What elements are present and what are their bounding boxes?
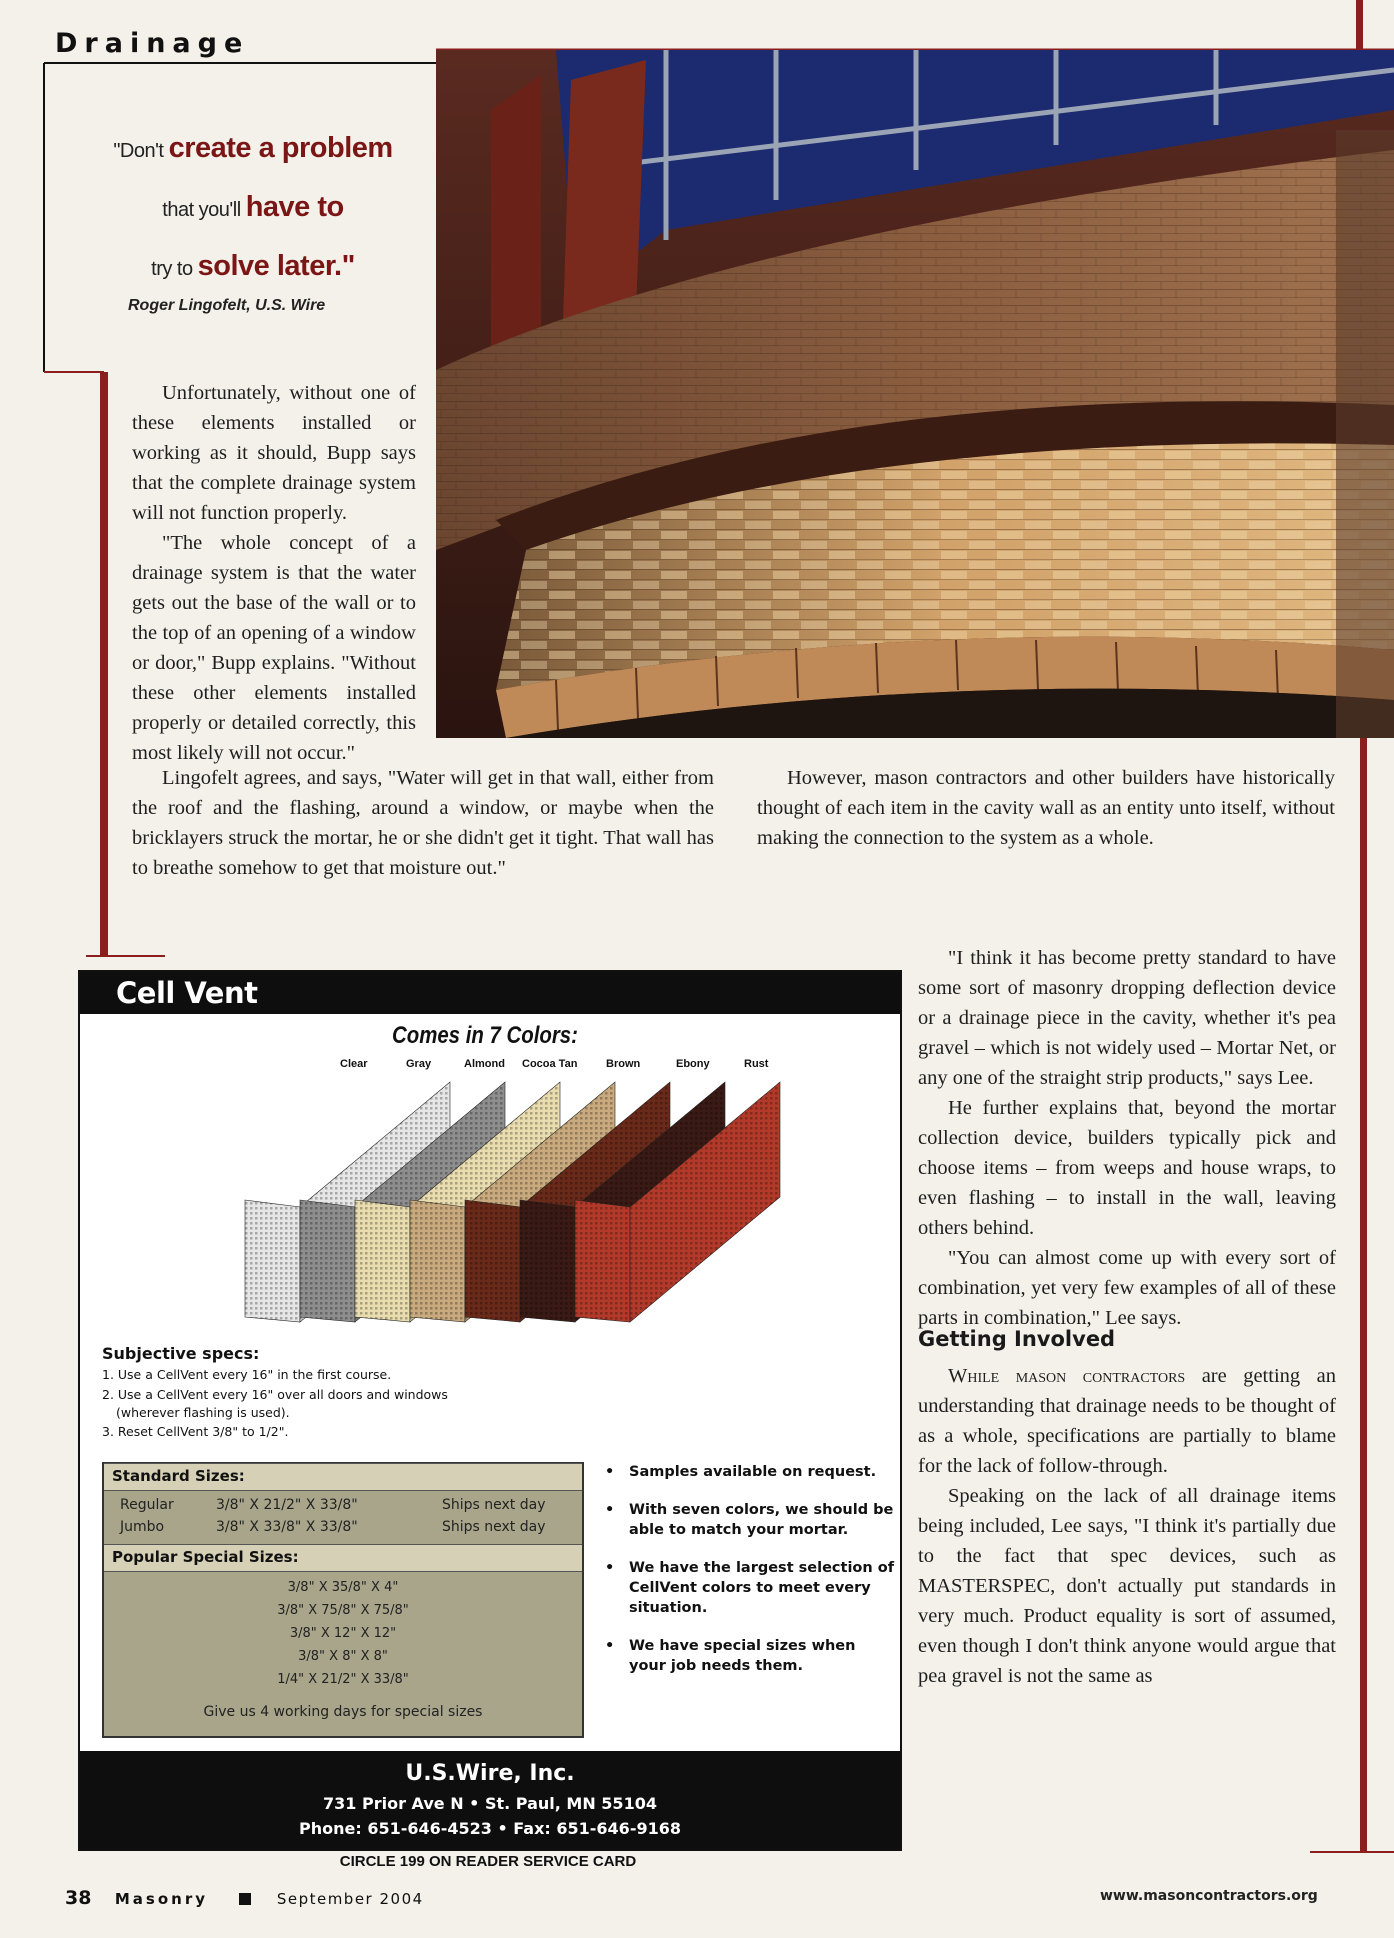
article-paragraph: "You can almost come up with every sort of combination, yet very few examples of all of these parts in combination," Lee says. (918, 1247, 1336, 1329)
ad-bullet: • We have the largest selection of CellVent colors to meet every situation. (605, 1558, 895, 1618)
ad-header-bar (80, 972, 900, 1014)
left-red-bar (100, 372, 108, 956)
article-column-1-top (132, 378, 416, 768)
swatch-label-almond: Almond (464, 1058, 505, 1070)
special-size: 1/4" X 21/2" X 33/8" (277, 1672, 409, 1687)
right-red-bar-top (1356, 0, 1363, 50)
cellvent-advertisement (78, 970, 902, 1851)
ad-title: Cell Vent (116, 976, 258, 1010)
company-phone: Phone: 651-646-4523 • Fax: 651-646-9168 (299, 1819, 681, 1838)
special-sizes-header: Popular Special Sizes: (104, 1544, 582, 1572)
ad-footer (80, 1751, 900, 1849)
swatch-edge-texture (355, 1200, 410, 1322)
spec-line: 1. Use a CellVent every 16" in the first course. (102, 1367, 392, 1382)
std-row-size: 3/8" X 21/2" X 33/8" (216, 1497, 358, 1513)
footer-square-icon (239, 1893, 251, 1905)
swatch-edge-texture (245, 1200, 300, 1322)
lead-in: While mason contractors (948, 1365, 1186, 1387)
std-row-name: Regular (120, 1497, 174, 1513)
article-column-2-middle (918, 943, 1336, 1333)
quote-line-2: that you'll have to (162, 191, 344, 223)
article-paragraph: However, mason contractors and other builders have historically thought of each item in the cavity wall as an entity unto itself, without making the connection to the system as a whole. (757, 767, 1335, 849)
quote-line-1: "Don't create a problem (113, 132, 393, 164)
ad-bullet: • With seven colors, we should be able to match your mortar. (605, 1500, 895, 1540)
special-note: Give us 4 working days for special sizes (203, 1704, 483, 1720)
article-column-2-bottom (918, 1361, 1336, 1691)
company-address: 731 Prior Ave N • St. Paul, MN 55104 (323, 1794, 657, 1813)
swatch-label-gray: Gray (406, 1058, 432, 1070)
section-title: Drainage (55, 28, 250, 59)
website-url: www.masoncontractors.org (1100, 1888, 1318, 1904)
color-swatch-panels (160, 1072, 860, 1332)
magazine-name: Masonry (114, 1890, 208, 1908)
special-size: 3/8" X 35/8" X 4" (287, 1580, 399, 1595)
reader-service-card: CIRCLE 199 ON READER SERVICE CARD (339, 1853, 637, 1870)
specs-heading: Subjective specs: (102, 1344, 260, 1363)
subheading: Getting Involved (918, 1327, 1116, 1351)
article-paragraph: "The whole concept of a drainage system is that the water gets out the base of the wall or to the top of an opening of a window or door," Bupp explains. "Without these other elements installed properly or detailed correctly, this most likely will not occur." (132, 532, 416, 764)
quote-attribution: Roger Lingofelt, U.S. Wire (128, 297, 326, 314)
ad-bullets (605, 1462, 895, 1694)
pull-quote (78, 120, 428, 297)
swatch-edge-texture (410, 1200, 465, 1322)
article-paragraph: "I think it has become pretty standard to have some sort of masonry dropping deflection device or a drainage piece in the cavity, whether it's pea gravel – which is not widely used – Mortar Net, or any one of the straight strip products," says Lee. (918, 947, 1336, 1089)
std-row-ship: Ships next day (442, 1497, 546, 1513)
page-number: 38 (65, 1887, 92, 1909)
issue-date: September 2004 (276, 1890, 424, 1908)
spec-line: 3. Reset CellVent 3/8" to 1/2". (102, 1424, 289, 1439)
swatch-edge-texture (520, 1200, 575, 1322)
swatch-edge-texture (465, 1200, 520, 1322)
swatch-label-rust: Rust (744, 1058, 769, 1070)
article-paragraph: While mason contractors are getting an understanding that drainage needs to be thought of as a whole, specifications are partially to blame for the lack of follow-through. (918, 1365, 1336, 1477)
ad-bullet: • We have special sizes when your job needs them. (605, 1636, 895, 1676)
right-red-bar (1360, 738, 1367, 1852)
swatch-label-cocoa-tan: Cocoa Tan (522, 1058, 578, 1070)
ad-bullet: • Samples available on request. (605, 1462, 895, 1482)
swatch-edge-texture (575, 1200, 630, 1322)
article-paragraph: Unfortunately, without one of these elements installed or working as it should, Bupp says that the complete drainage system will not function properly. (132, 382, 416, 524)
company-name: U.S.Wire, Inc. (405, 1761, 575, 1786)
special-size: 3/8" X 12" X 12" (289, 1626, 397, 1641)
article-paragraph: Speaking on the lack of all drainage items being included, Lee says, "I think it's partially due to the fact that spec devices, such as MASTERSPEC, don't actually put standards in very much. Product equality is sort of assumed, even though I don't think anyone would argue that pea gravel is not the same as (918, 1485, 1336, 1687)
swatch-edge-texture (300, 1200, 355, 1322)
std-row-size: 3/8" X 33/8" X 33/8" (216, 1519, 358, 1535)
article-paragraph: He further explains that, beyond the mortar collection device, builders typically pick and choose items – from weeps and house wraps, to even flashing – to install in the wall, leaving others behind. (918, 1097, 1336, 1239)
article-paragraph: Lingofelt agrees, and says, "Water will get in that wall, either from the roof and the flashing, around a window, or maybe when the bricklayers struck the mortar, he or she didn't get it tight. That wall has to breathe somehow to get that moisture out." (132, 767, 714, 879)
page-footer-left (65, 1887, 424, 1909)
article-column-1-bottom (132, 763, 714, 883)
colors-title: Comes in 7 Colors: (392, 1022, 578, 1049)
std-row-ship: Ships next day (442, 1519, 546, 1535)
spec-line: 2. Use a CellVent every 16" over all doors and windows (102, 1387, 448, 1402)
spec-line: (wherever flashing is used). (116, 1405, 290, 1420)
sizes-table (102, 1462, 584, 1738)
building-photo (436, 50, 1394, 738)
swatch-label-ebony: Ebony (676, 1058, 710, 1070)
swatch-label-clear: Clear (340, 1058, 368, 1070)
quote-line-3: try to solve later." (151, 250, 355, 282)
special-size: 3/8" X 75/8" X 75/8" (277, 1603, 409, 1618)
special-size: 3/8" X 8" X 8" (298, 1649, 388, 1664)
std-row-name: Jumbo (120, 1519, 165, 1535)
article-column-2-top (757, 763, 1335, 853)
standard-sizes-header: Standard Sizes: (104, 1463, 582, 1491)
swatch-label-brown: Brown (606, 1058, 641, 1070)
